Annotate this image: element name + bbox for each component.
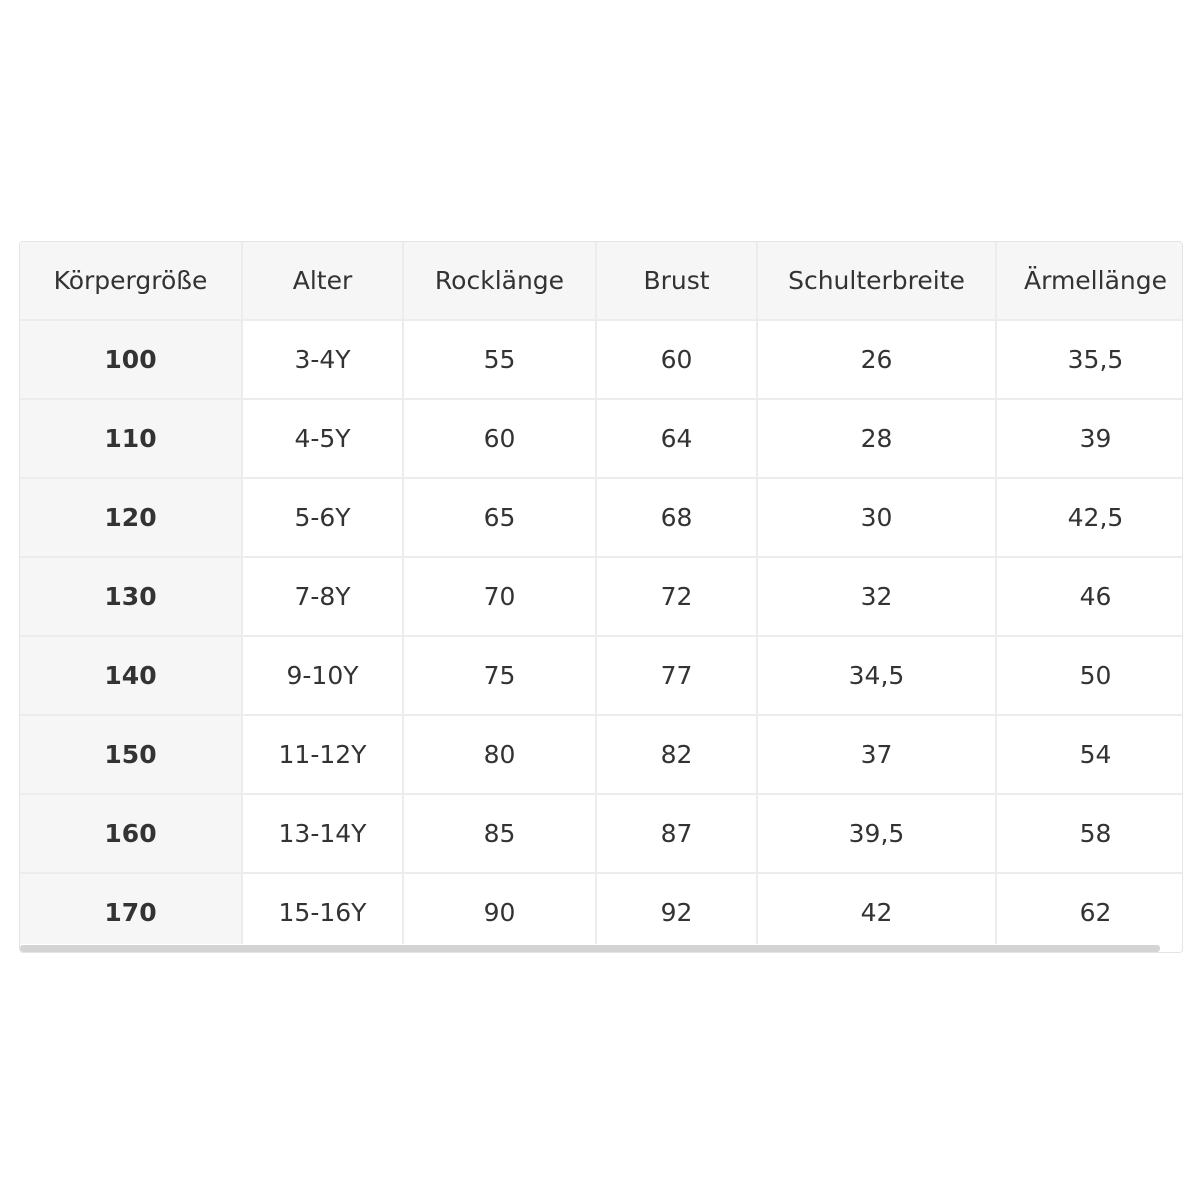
- table-row: [20, 715, 1183, 794]
- table-cell: 32: [757, 557, 996, 636]
- table-row: [20, 557, 1183, 636]
- table-cell: 7-8Y: [242, 557, 403, 636]
- table-cell: 26: [757, 320, 996, 399]
- table-cell: 11-12Y: [242, 715, 403, 794]
- table-cell: 54: [996, 715, 1183, 794]
- table-cell: 130: [20, 557, 242, 636]
- table-cell: 60: [403, 399, 596, 478]
- table-cell: 50: [996, 636, 1183, 715]
- table-cell: 75: [403, 636, 596, 715]
- table-cell: 62: [996, 873, 1183, 952]
- table-header-row: [20, 242, 1183, 320]
- table-cell: 30: [757, 478, 996, 557]
- column-header-schulterbreite: Schulterbreite: [757, 242, 996, 320]
- table-cell: 28: [757, 399, 996, 478]
- column-header-brust: Brust: [596, 242, 757, 320]
- table-row: [20, 320, 1183, 399]
- table-cell: 64: [596, 399, 757, 478]
- table-row: [20, 794, 1183, 873]
- table-cell: 82: [596, 715, 757, 794]
- table-cell: 34,5: [757, 636, 996, 715]
- table-cell: 60: [596, 320, 757, 399]
- column-header-aermellaenge: Ärmellänge: [996, 242, 1183, 320]
- table-cell: 65: [403, 478, 596, 557]
- table-cell: 72: [596, 557, 757, 636]
- table-cell: 58: [996, 794, 1183, 873]
- table-cell: 9-10Y: [242, 636, 403, 715]
- scrollbar-thumb[interactable]: [20, 945, 1160, 952]
- table-cell: 55: [403, 320, 596, 399]
- table-cell: 13-14Y: [242, 794, 403, 873]
- table-cell: 5-6Y: [242, 478, 403, 557]
- table-cell: 35,5: [996, 320, 1183, 399]
- column-header-alter: Alter: [242, 242, 403, 320]
- table-cell: 140: [20, 636, 242, 715]
- table-row: [20, 399, 1183, 478]
- table-cell: 80: [403, 715, 596, 794]
- table-cell: 77: [596, 636, 757, 715]
- table-cell: 92: [596, 873, 757, 952]
- table-cell: 90: [403, 873, 596, 952]
- table-cell: 120: [20, 478, 242, 557]
- column-header-koerpergroesse: Körpergröße: [20, 242, 242, 320]
- table-cell: 70: [403, 557, 596, 636]
- horizontal-scrollbar[interactable]: [20, 944, 1182, 952]
- table-cell: 68: [596, 478, 757, 557]
- table-cell: 42: [757, 873, 996, 952]
- table-cell: 3-4Y: [242, 320, 403, 399]
- table-cell: 46: [996, 557, 1183, 636]
- table-cell: 87: [596, 794, 757, 873]
- table-cell: 42,5: [996, 478, 1183, 557]
- table-cell: 150: [20, 715, 242, 794]
- table-cell: 85: [403, 794, 596, 873]
- table-cell: 39,5: [757, 794, 996, 873]
- table-cell: 160: [20, 794, 242, 873]
- table-cell: 100: [20, 320, 242, 399]
- table-row: [20, 636, 1183, 715]
- column-header-rocklaenge: Rocklänge: [403, 242, 596, 320]
- table-row: [20, 478, 1183, 557]
- size-table-container: [19, 241, 1183, 953]
- table-row: [20, 873, 1183, 952]
- size-chart-table: [20, 242, 1183, 953]
- table-cell: 110: [20, 399, 242, 478]
- table-cell: 170: [20, 873, 242, 952]
- table-cell: 4-5Y: [242, 399, 403, 478]
- table-cell: 15-16Y: [242, 873, 403, 952]
- table-cell: 39: [996, 399, 1183, 478]
- table-cell: 37: [757, 715, 996, 794]
